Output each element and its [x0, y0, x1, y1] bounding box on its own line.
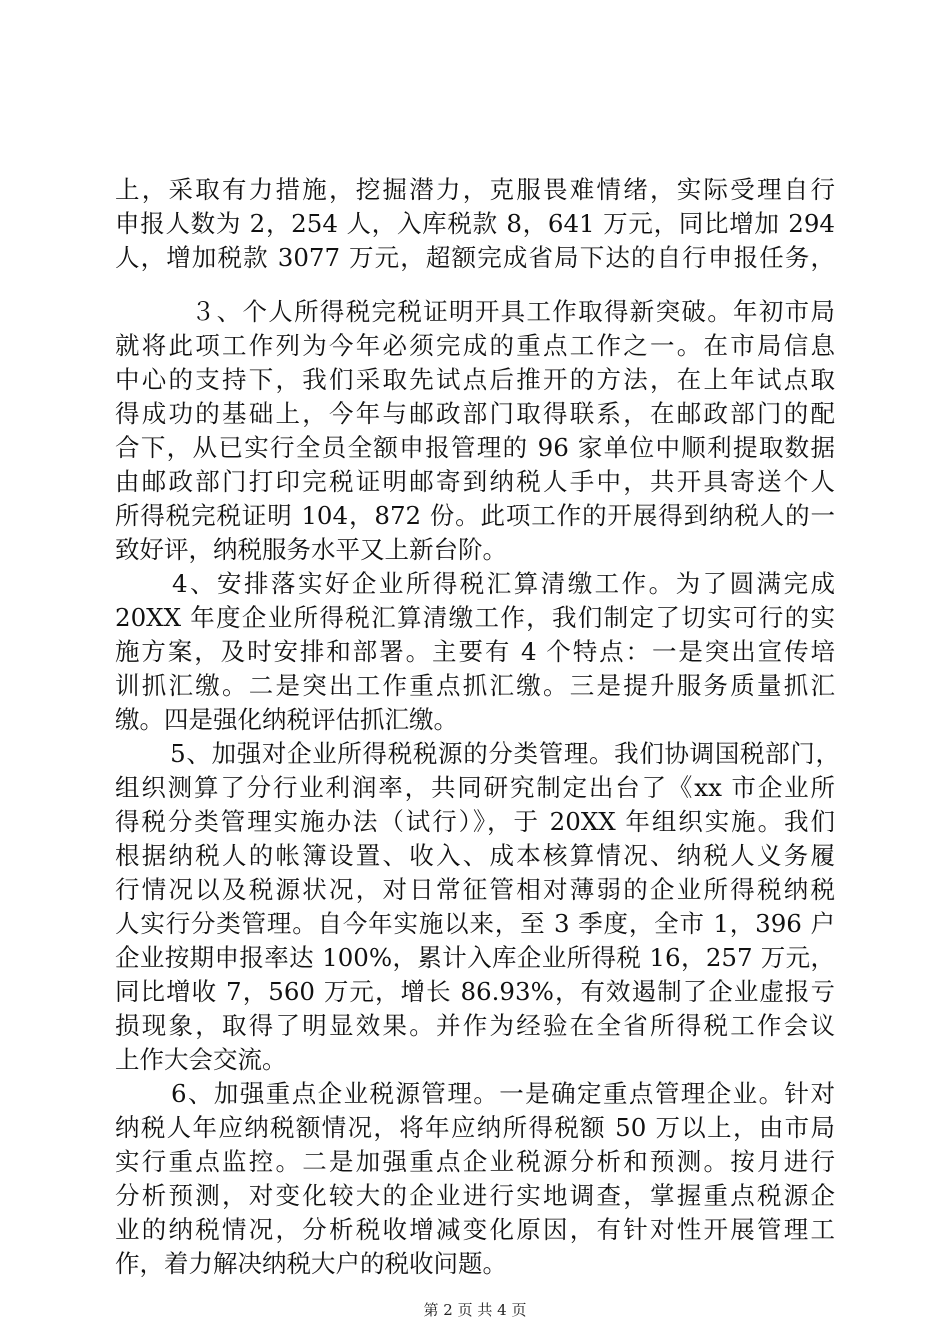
text-line: 6、加强重点企业税源管理。一是确定重点管理企业。针对	[145, 1079, 835, 1108]
text-line: 合下，从已实行全员全额申报管理的 96 家单位中顺利提取数据	[115, 433, 835, 462]
text-line: 作，着力解决纳税大户的税收问题。	[115, 1249, 507, 1278]
text-line: 4、安排落实好企业所得税汇算清缴工作。为了圆满完成	[145, 569, 835, 598]
text-line: 业的纳税情况，分析税收增减变化原因，有针对性开展管理工	[115, 1215, 835, 1244]
text-line: 申报人数为 2，254 人，入库税款 8，641 万元，同比增加 294	[115, 209, 835, 238]
text-line: 企业按期申报率达 100%，累计入库企业所得税 16，257 万元，	[115, 943, 835, 972]
text-line: 得税分类管理实施办法（试行）》，于 20XX 年组织实施。我们	[115, 807, 835, 836]
text-line: 所得税完税证明 104，872 份。此项工作的开展得到纳税人的一	[115, 501, 835, 530]
text-line: 人，增加税款 3077 万元，超额完成省局下达的自行申报任务，	[115, 243, 835, 272]
text-line: 行情况以及税源状况，对日常征管相对薄弱的企业所得税纳税	[115, 875, 835, 904]
text-line: 中心的支持下，我们采取先试点后推开的方法，在上年试点取	[115, 365, 835, 394]
text-line: 人实行分类管理。自今年实施以来，至 3 季度，全市 1，396 户	[115, 909, 835, 938]
text-line: ３、个人所得税完税证明开具工作取得新突破。年初市局	[165, 297, 835, 326]
text-line: 20XX 年度企业所得税汇算清缴工作，我们制定了切实可行的实	[115, 603, 835, 632]
text-line: 训抓汇缴。二是突出工作重点抓汇缴。三是提升服务质量抓汇	[115, 671, 835, 700]
text-line: 致好评，纳税服务水平又上新台阶。	[115, 535, 507, 564]
text-line: 损现象，取得了明显效果。并作为经验在全省所得税工作会议	[115, 1011, 835, 1040]
text-line: 由邮政部门打印完税证明邮寄到纳税人手中，共开具寄送个人	[115, 467, 835, 496]
text-line: 同比增收 7，560 万元，增长 86.93%，有效遏制了企业虚报亏	[115, 977, 835, 1006]
text-line: 5、加强对企业所得税税源的分类管理。我们协调国税部门，	[145, 739, 840, 768]
text-line: 上，采取有力措施，挖掘潜力，克服畏难情绪，实际受理自行	[115, 175, 835, 204]
text-line: 缴。四是强化纳税评估抓汇缴。	[115, 705, 458, 734]
text-line: 施方案，及时安排和部署。主要有 4 个特点：一是突出宣传培	[115, 637, 835, 666]
text-line: 根据纳税人的帐簿设置、收入、成本核算情况、纳税人义务履	[115, 841, 835, 870]
text-line: 上作大会交流。	[115, 1045, 287, 1074]
text-line: 得成功的基础上，今年与邮政部门取得联系，在邮政部门的配	[115, 399, 835, 428]
page-number: 第 2 页 共 4 页	[423, 1301, 527, 1319]
text-line: 组织测算了分行业利润率，共同研究制定出台了《xx 市企业所	[115, 773, 835, 802]
text-line: 分析预测，对变化较大的企业进行实地调查，掌握重点税源企	[115, 1181, 835, 1210]
text-line: 就将此项工作列为今年必须完成的重点工作之一。在市局信息	[115, 331, 835, 360]
text-line: 实行重点监控。二是加强重点企业税源分析和预测。按月进行	[115, 1147, 835, 1176]
text-line: 纳税人年应纳税额情况，将年应纳所得税额 50 万以上，由市局	[115, 1113, 835, 1142]
